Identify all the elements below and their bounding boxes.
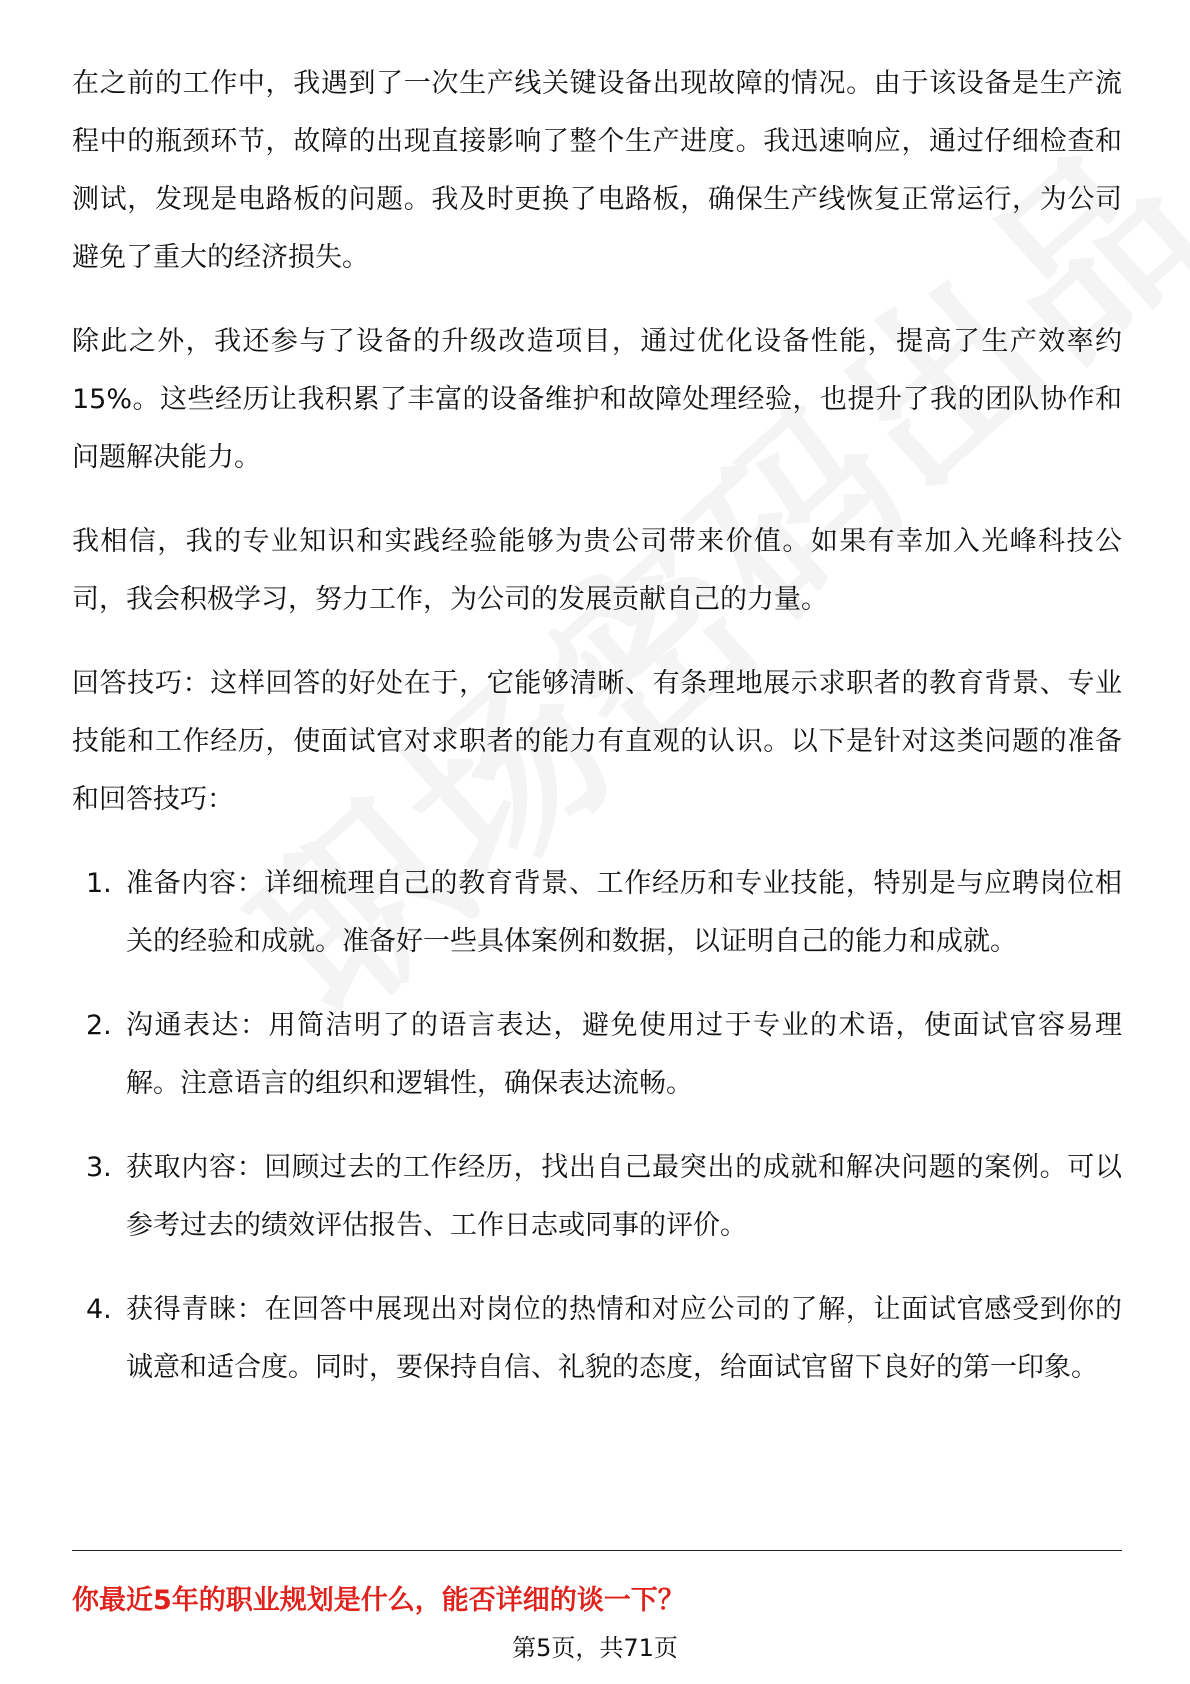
- page-number: 第5页，共71页: [512, 1634, 678, 1662]
- list-text: 获取内容：回顾过去的工作经历，找出自己最突出的成就和解决问题的案例。可以参考过去的绩效评估报告、工作日志或同事的评价。: [126, 1152, 1122, 1241]
- list-text: 沟通表达：用简洁明了的语言表达，避免使用过于专业的术语，使面试官容易理解。注意语言的组织和逻辑性，确保表达流畅。: [126, 1010, 1122, 1099]
- paragraph: 除此之外，我还参与了设备的升级改造项目，通过优化设备性能，提高了生产效率约15%。这些经历让我积累了丰富的设备维护和故障处理经验，也提升了我的团队协作和问题解决能力。: [72, 326, 1122, 473]
- page-content: [72, 55, 1122, 1423]
- list-item: [72, 997, 1122, 1113]
- list-item: [72, 855, 1122, 971]
- tips-list: [72, 855, 1122, 1397]
- section-divider: [72, 1550, 1122, 1551]
- next-question-heading: 你最近5年的职业规划是什么，能否详细的谈一下？: [72, 1585, 685, 1616]
- list-text: 准备内容：详细梳理自己的教育背景、工作经历和专业技能，特别是与应聘岗位相关的经验和成就。准备好一些具体案例和数据，以证明自己的能力和成就。: [126, 868, 1122, 957]
- list-item: [72, 1139, 1122, 1255]
- list-number: 1.: [86, 868, 112, 899]
- list-number: 4.: [86, 1294, 112, 1325]
- list-item: [72, 1281, 1122, 1397]
- list-number: 3.: [86, 1152, 112, 1183]
- paragraph: 在之前的工作中，我遇到了一次生产线关键设备出现故障的情况。由于该设备是生产流程中的瓶颈环节，故障的出现直接影响了整个生产进度。我迅速响应，通过仔细检查和测试，发现是电路板的问题。我及时更换了电路板，确保生产线恢复正常运行，为公司避免了重大的经济损失。: [72, 68, 1122, 273]
- paragraph: 回答技巧：这样回答的好处在于，它能够清晰、有条理地展示求职者的教育背景、专业技能和工作经历，使面试官对求职者的能力有直观的认识。以下是针对这类问题的准备和回答技巧：: [72, 668, 1122, 815]
- list-number: 2.: [86, 1010, 112, 1041]
- list-text: 获得青睐：在回答中展现出对岗位的热情和对应公司的了解，让面试官感受到你的诚意和适合度。同时，要保持自信、礼貌的态度，给面试官留下良好的第一印象。: [126, 1294, 1122, 1383]
- paragraph: 我相信，我的专业知识和实践经验能够为贵公司带来价值。如果有幸加入光峰科技公司，我会积极学习，努力工作，为公司的发展贡献自己的力量。: [72, 526, 1122, 615]
